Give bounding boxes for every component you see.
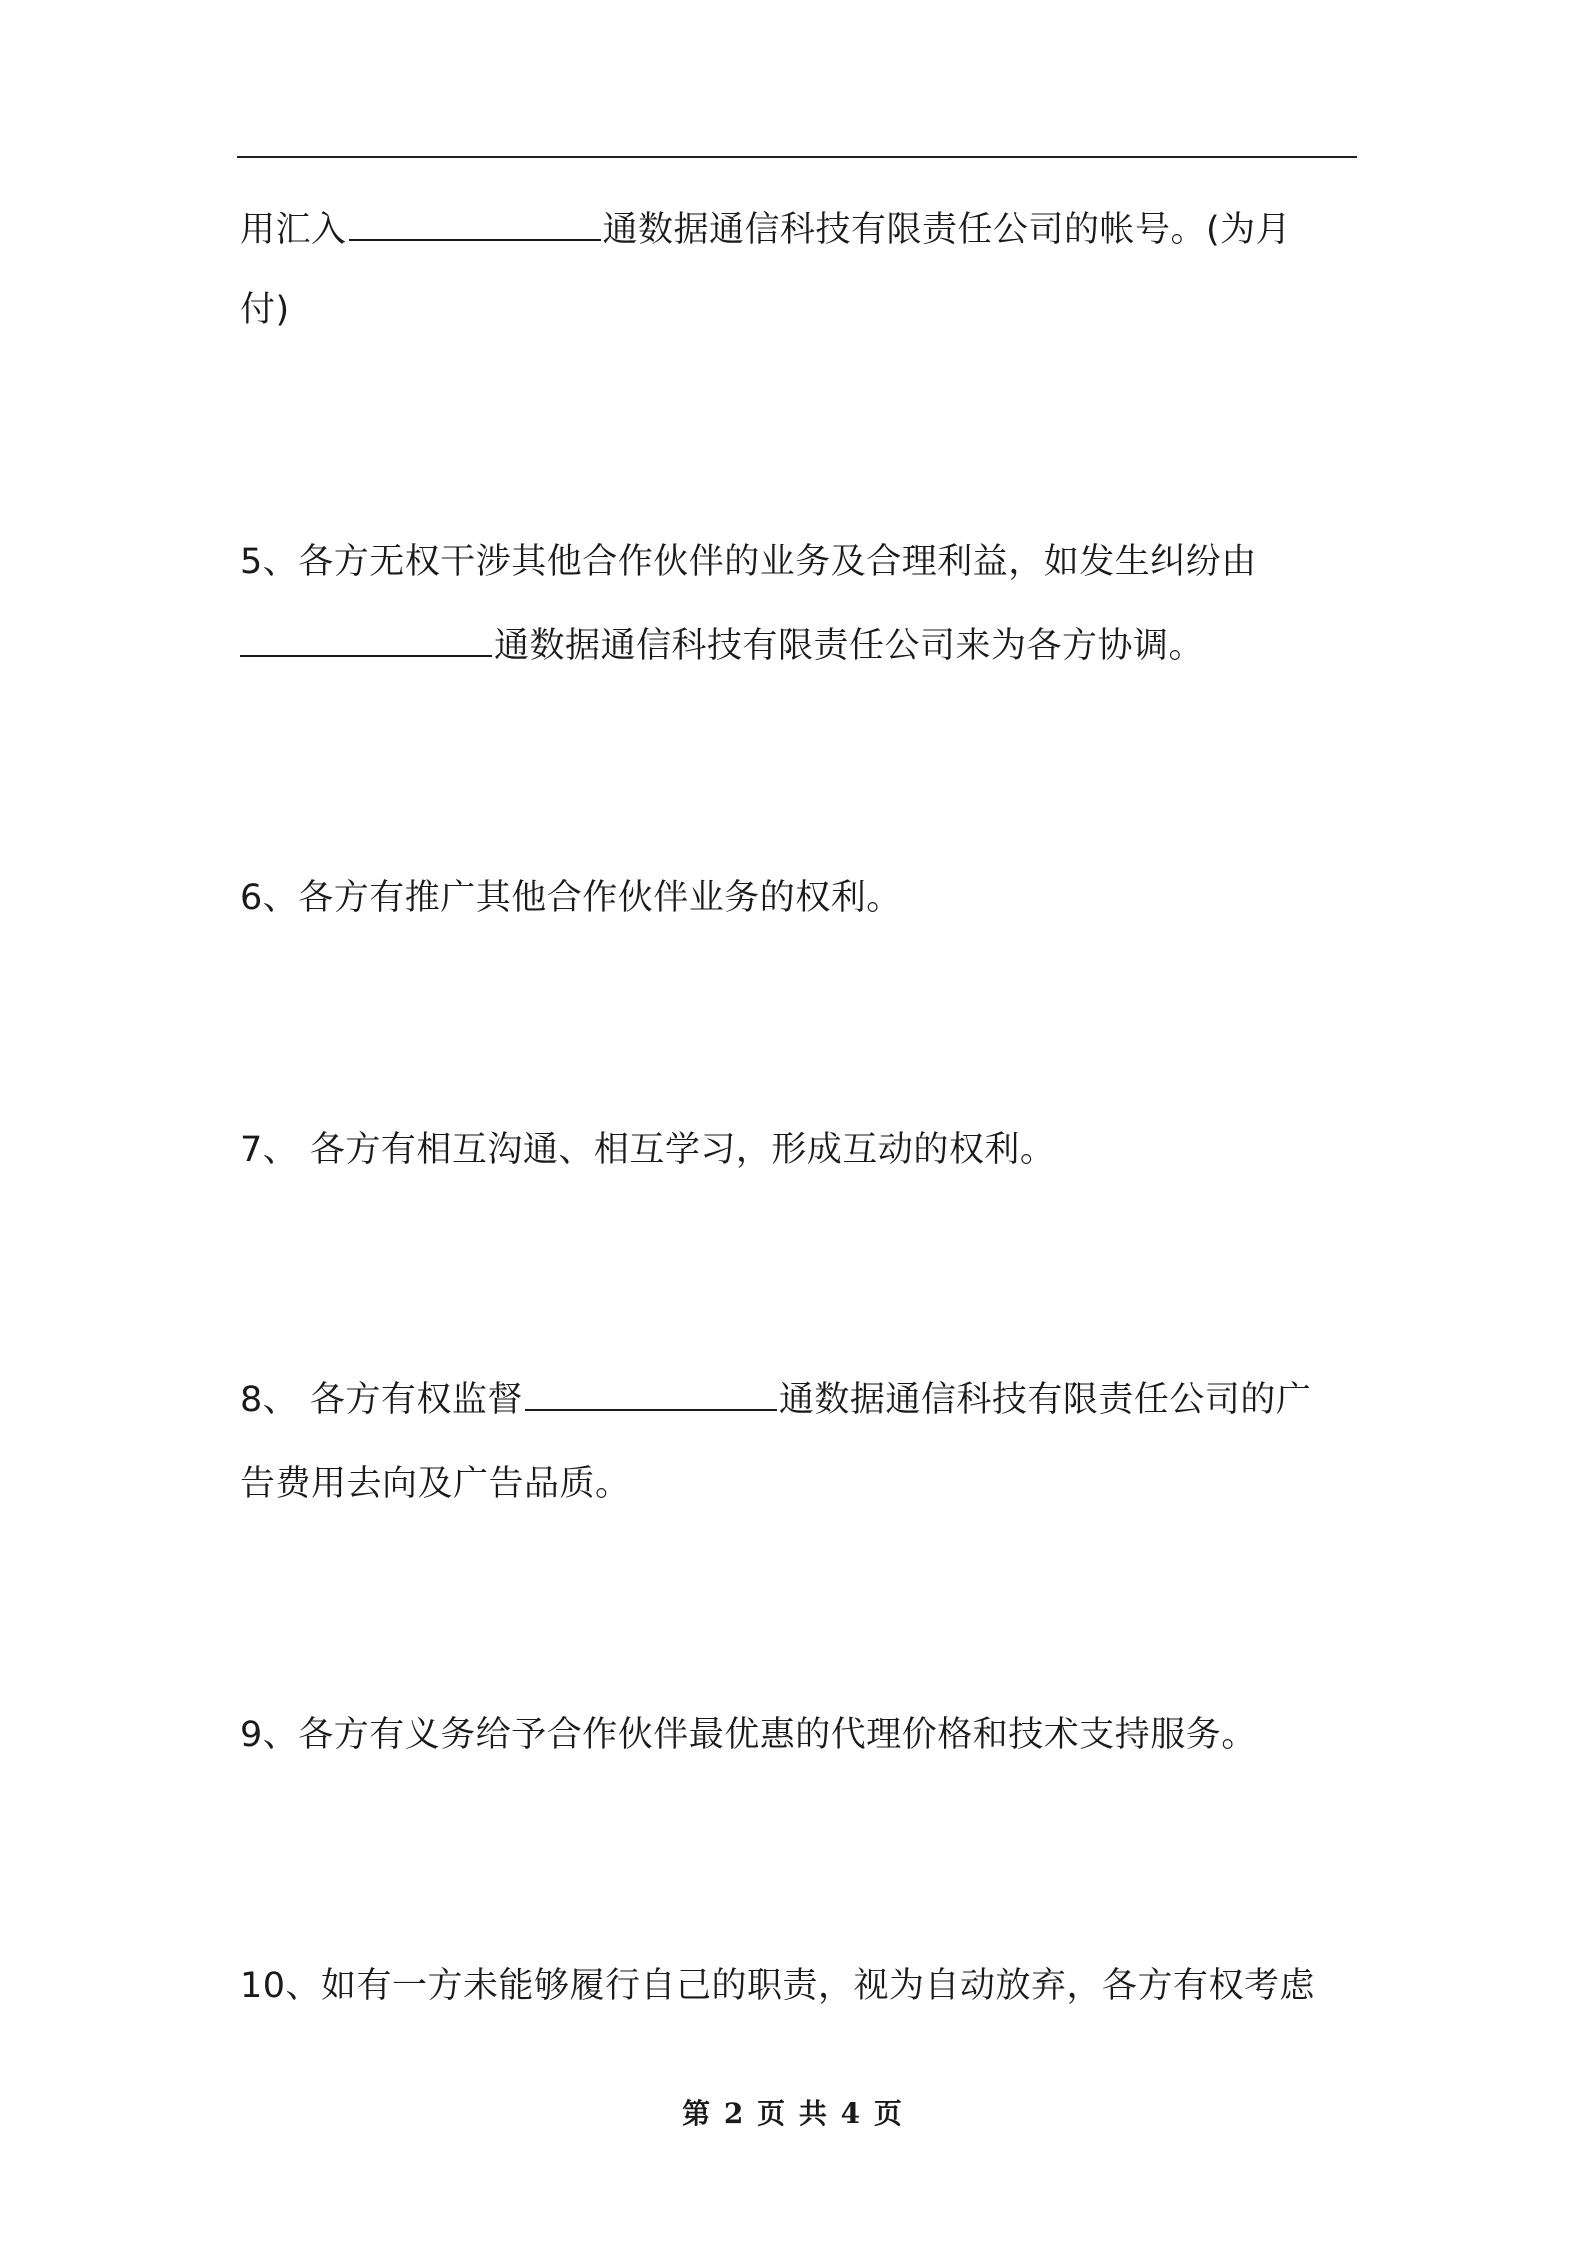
text-segment: 通数据通信科技有限责任公司来为各方协调。	[494, 626, 1205, 666]
paragraph-10-line-1	[240, 1964, 1360, 2008]
text-segment: 用汇入	[240, 210, 347, 250]
paragraph-9-line-1	[240, 1713, 1360, 1757]
paragraph-4-line-1	[240, 208, 1360, 252]
paragraph-7-line-1	[240, 1128, 1360, 1172]
text-segment: 告费用去向及广告品质。	[240, 1464, 631, 1504]
fill-in-blank	[349, 209, 601, 241]
text-segment: 8、 各方有权监督	[240, 1380, 523, 1420]
paragraph-5-line-2	[240, 624, 1360, 668]
paragraph-4-line-2	[240, 288, 1360, 332]
text-segment: 10、如有一方未能够履行自己的职责，视为自动放弃，各方有权考虑	[240, 1966, 1316, 2006]
text-segment: 通数据通信科技有限责任公司的广	[778, 1380, 1312, 1420]
text-segment: 付)	[240, 290, 290, 330]
fill-in-blank	[525, 1379, 777, 1411]
paragraph-8-line-1	[240, 1378, 1360, 1422]
paragraph-6-line-1	[240, 876, 1360, 920]
paragraph-8-line-2	[240, 1462, 1360, 1506]
text-segment: 6、各方有推广其他合作伙伴业务的权利。	[240, 878, 902, 918]
header-rule	[237, 156, 1357, 158]
paragraph-5-line-1	[240, 540, 1360, 584]
text-segment: 通数据通信科技有限责任公司的帐号。(为月	[602, 210, 1292, 250]
text-segment: 9、各方有义务给予合作伙伴最优惠的代理价格和技术支持服务。	[240, 1715, 1257, 1755]
fill-in-blank	[240, 625, 492, 657]
text-segment: 7、 各方有相互沟通、相互学习，形成互动的权利。	[240, 1130, 1056, 1170]
text-segment: 5、各方无权干涉其他合作伙伴的业务及合理利益，如发生纠纷由	[240, 542, 1257, 582]
page-number: 第 2 页 共 4 页	[682, 2097, 904, 2130]
